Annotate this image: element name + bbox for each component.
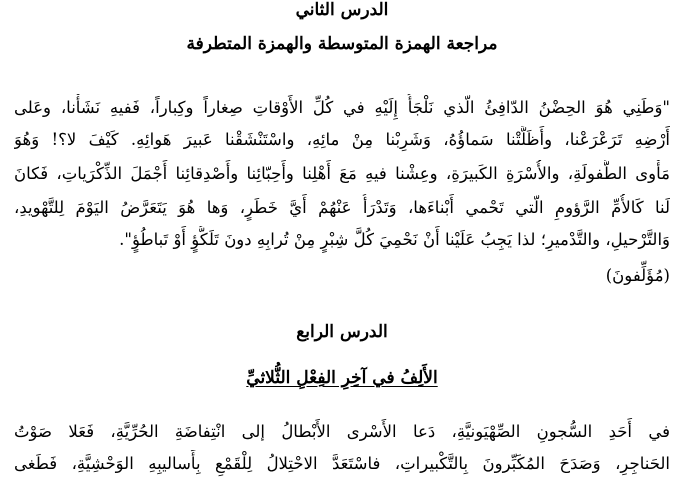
lesson-heading-4: الدرس الرابع	[296, 322, 388, 342]
lesson-title-2: مراجعة الهمزة المتوسطة والهمزة المتطرفة	[186, 34, 498, 54]
paragraph-line: "وَطَنِي هُوَ الحِضْنُ الدّافِئُ الّذي نَلْجَأُ إِلَيْهِ في كُلِّ الأَوْقاتِ صِغاراً وكِباراً، فَفيهِ نَشَأْنا، وعَلى	[14, 98, 670, 117]
lesson-heading-2: الدرس الثاني	[295, 0, 389, 20]
paragraph-line: وَالتَّرْحيلِ، والتَّدْميرِ؛ لذا يَجِبُ عَلَيْنا أَنْ نَحْمِيَ كُلَّ شِبْرٍ مِنْ تُرابِهِ دونَ تَلَكُّؤٍ أَوْ تَباطُؤٍ".	[119, 230, 670, 249]
paragraph-line: الحَناجِرِ، وَصَدَحَ المُكَبِّرونَ بِالتَّكْبيراتِ، فاسْتَعَدَّ الاحْتِلالُ لِلْقَمْعِ بِأَساليبِهِ الوَحْشِيَّةِ، فَطَغى	[14, 454, 670, 473]
paragraph-line: في أَحَدِ السُّجونِ الصِّهْيَونيَّةِ، دَعا الأَسْرى الأَبْطالُ إلى انْتِفاضَةِ الحُرِّيَّةِ، فَعَلا صَوْتُ	[14, 422, 670, 441]
paragraph-line: لَنا كَالأُمِّ الرَّؤومِ الّتي تَحْمي أَبْناءَها، وَتَدْرَأُ عَنْهُمْ أَيَّ خَطَرٍ، وَها هُوَ يَتَعَرَّضُ اليَوْمَ لِلتَّهْويدِ،	[14, 198, 670, 217]
paragraph-line: أَرْضِهِ تَرَعْرَعْنا، وأَظَلَّتْنا سَماؤُهُ، وَشَرِبْنا مِنْ مائِهِ، واسْتَنْشَقْنا عَبيرَ هَوائِهِ. كَيْفَ لا؟! وَهُوَ	[14, 130, 670, 149]
lesson-title-4: الأَلِفُ في آخِرِ الفِعْلِ الثُّلاثيِّ	[246, 368, 438, 388]
attribution: (مُؤَلِّفونَ)	[605, 266, 670, 285]
paragraph-line: مَأْوى الطُّفولَةِ، والأُسْرَةِ الكَبيرَةِ، وعِشْنا فيهِ مَعَ أَهْلِنا وأَحِبّائِنا وأَصْدِقائِنا أَجْمَلَ الذِّكْرَياتِ، فَكانَ	[14, 164, 670, 183]
